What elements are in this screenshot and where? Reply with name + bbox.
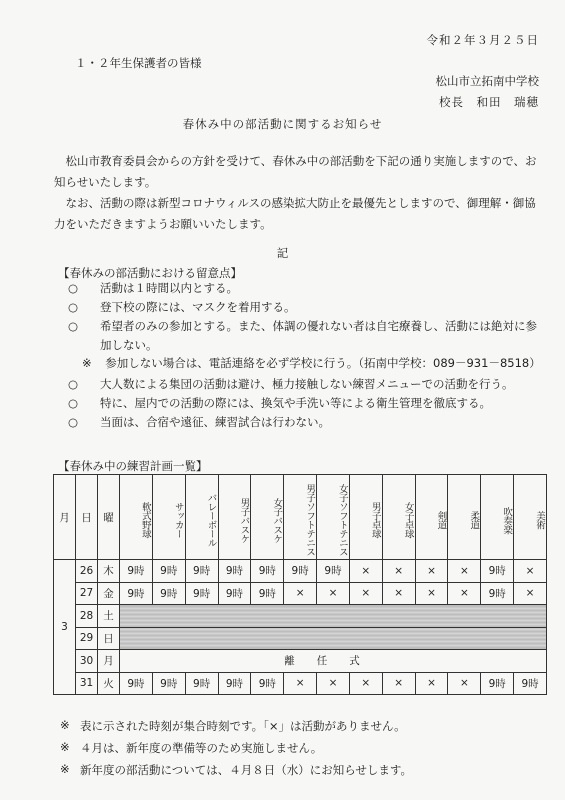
circle-bullet-icon: ○ [68,377,79,391]
schedule-cell: 9時 [284,560,317,583]
club-header: 女子ソフトテニス [317,475,350,560]
club-header: バレーボール [185,475,218,560]
schedule-cell: × [448,672,481,695]
practice-schedule-table [53,474,547,695]
schedule-cell: × [448,582,481,605]
plan-heading: 【春休み中の練習計画一覧】 [58,459,208,473]
club-header: 男子ソフトテニス [284,475,317,560]
circle-bullet-icon: ○ [68,319,79,333]
club-header: 女子バスケ [251,475,284,560]
schedule-cell: 9時 [152,560,185,583]
table-header-row [54,475,547,560]
notes-heading: 【春休みの部活動における留意点】 [58,266,242,280]
schedule-cell: × [415,560,448,583]
table-row [54,627,547,650]
contact-note [82,355,541,371]
schedule-cell: 9時 [218,672,251,695]
event-cell: 離任式 [120,650,547,673]
no-activity-shaded-cell [120,627,547,650]
schedule-cell: × [284,582,317,605]
reference-mark-icon: ※ [60,762,70,776]
weekday-header: 曜 [98,475,120,560]
day-cell: 29 [76,627,98,650]
day-cell: 30 [76,650,98,673]
schedule-cell: 9時 [481,582,514,605]
school-name: 松山市立拓南中学校 [435,74,539,88]
document-date: 令和２年３月２５日 [426,33,539,47]
club-header: 剣道 [415,475,448,560]
day-cell: 27 [76,582,98,605]
club-header: 軟式野球 [120,475,153,560]
schedule-cell: × [284,672,317,695]
note-text: 活動は１時間以内とする。 [100,281,238,295]
schedule-cell: × [415,672,448,695]
reference-mark-icon: ※ [60,740,70,754]
month-cell: 3 [54,560,76,695]
day-cell: 31 [76,672,98,695]
weekday-cell: 日 [98,627,120,650]
schedule-cell: × [448,560,481,583]
schedule-cell: 9時 [218,582,251,605]
schedule-cell: 9時 [317,560,350,583]
circle-bullet-icon: ○ [68,396,79,410]
table-row [54,560,547,583]
reference-mark-icon: ※ [60,718,70,732]
schedule-cell: 9時 [152,582,185,605]
note-item [68,298,546,317]
club-header: 美術 [514,475,547,560]
note-text: 希望者のみの参加とする。また、体調の優れない者は自宅療養し、活動には絶対に参加しない。 [100,319,537,352]
day-cell: 26 [76,560,98,583]
day-header: 日 [76,475,98,560]
note-item [68,375,546,394]
reference-mark-icon: ※ [82,356,92,370]
table-row [54,605,547,628]
schedule-cell: 9時 [120,582,153,605]
table-row [54,672,547,695]
schedule-cell: × [317,672,350,695]
note-item [68,394,546,413]
footnote-text: 新年度の部活動については、４月８日（水）にお知らせします。 [80,763,413,777]
schedule-cell: 9時 [218,560,251,583]
schedule-cell: 9時 [481,560,514,583]
schedule-cell: × [317,582,350,605]
weekday-cell: 木 [98,560,120,583]
note-text: 特に、屋内での活動の際には、換気や手洗い等による衛生管理を徹底する。 [100,396,491,410]
table-row [54,582,547,605]
schedule-cell: 9時 [185,672,218,695]
note-item [68,413,546,432]
schedule-cell: 9時 [152,672,185,695]
footnote-text: 表に示された時刻が集合時刻です。「×」は活動がありません。 [80,719,406,733]
schedule-cell: 9時 [251,582,284,605]
principal-name: 校長 和田 瑞穂 [439,95,539,109]
weekday-cell: 土 [98,605,120,628]
club-header: 吹奏楽 [481,475,514,560]
note-text: 当面は、合宿や遠征、練習試合は行わない。 [100,415,330,429]
intro-paragraph: 松山市教育委員会からの方針を受けて、春休み中の部活動を下記の通り実施しますので、お知らせいたします。 [54,154,537,189]
note-item [68,279,546,298]
note-text: 登下校の際には、マスクを着用する。 [100,300,296,314]
schedule-cell: 9時 [185,560,218,583]
weekday-cell: 火 [98,672,120,695]
note-text: 大人数による集団の活動は避け、極力接触しない練習メニューでの活動を行う。 [100,377,514,391]
note-item [68,317,546,355]
schedule-cell: × [514,582,547,605]
schedule-cell: 9時 [514,672,547,695]
circle-bullet-icon: ○ [68,300,79,314]
request-paragraph: なお、活動の際は新型コロナウィルスの感染拡大防止を最優先としますので、御理解・御協力をいただきますようお願いいたします。 [54,196,536,231]
schedule-cell: 9時 [185,582,218,605]
schedule-cell: × [349,560,382,583]
day-cell: 28 [76,605,98,628]
table-row [54,650,547,673]
contact-note-text: 参加しない場合は、電話連絡を必ず学校に行う。（拓南中学校：089－931－8518） [105,356,541,370]
schedule-cell: 9時 [251,672,284,695]
circle-bullet-icon: ○ [68,415,79,429]
circle-bullet-icon: ○ [68,281,79,295]
schedule-cell: 9時 [251,560,284,583]
no-activity-shaded-cell [120,605,547,628]
club-header: サッカー [152,475,185,560]
weekday-cell: 金 [98,582,120,605]
schedule-cell: × [349,582,382,605]
club-header: 女子卓球 [382,475,415,560]
schedule-cell: × [382,672,415,695]
schedule-cell: 9時 [120,672,153,695]
schedule-cell: × [415,582,448,605]
schedule-cell: × [349,672,382,695]
ki-heading: 記 [276,246,289,260]
schedule-cell: × [382,582,415,605]
addressee: １・２年生保護者の皆様 [75,56,202,70]
schedule-cell: × [382,560,415,583]
schedule-cell: × [514,560,547,583]
schedule-cell: 9時 [481,672,514,695]
club-header: 男子卓球 [349,475,382,560]
weekday-cell: 月 [98,650,120,673]
club-header: 男子バスケ [218,475,251,560]
club-header: 柔道 [448,475,481,560]
footnote-text: ４月は、新年度の準備等のため実施しません。 [80,741,323,755]
document-title: 春休み中の部活動に関するお知らせ [182,117,383,131]
schedule-cell: 9時 [120,560,153,583]
month-header: 月 [54,475,76,560]
